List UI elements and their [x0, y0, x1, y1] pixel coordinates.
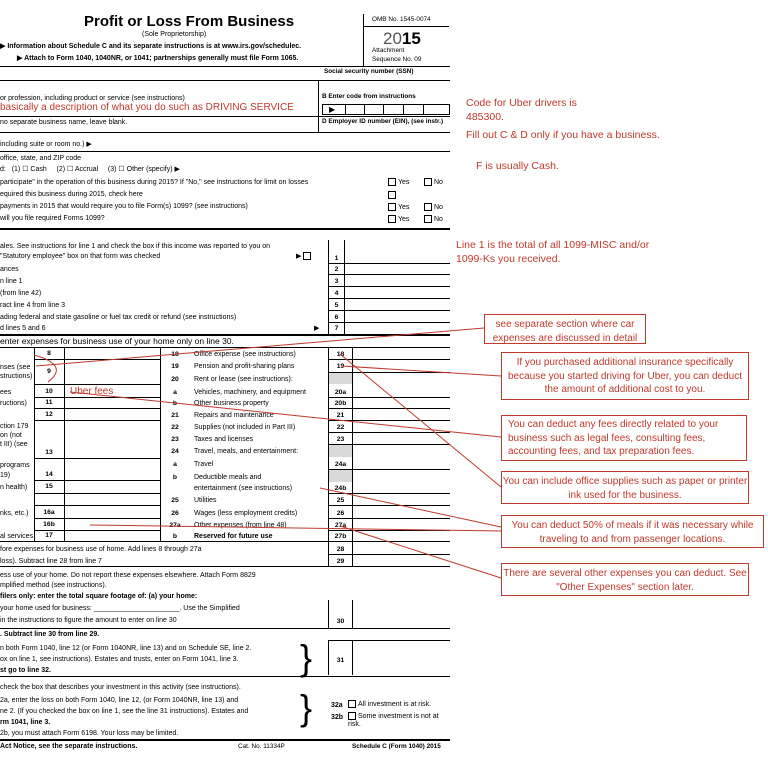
g-label: participate" in the operation of this business during 2015? If "No," see instructions for limit on losses: [0, 179, 309, 186]
line-24b-text-2: entertainment (see instructions): [194, 485, 293, 492]
ssn-label: Social security number (SSN): [324, 68, 414, 75]
city-label: office, state, and ZIP code: [0, 155, 82, 162]
line-number: 25: [171, 497, 179, 504]
line-20a-text: Vehicles, machinery, and equipment: [194, 389, 306, 396]
line-23-text: Taxes and licenses: [194, 436, 254, 443]
line-number: 13: [45, 449, 53, 456]
line-number: 30: [336, 618, 345, 625]
annotation-fees-box: [501, 415, 747, 461]
annotation-insurance: If you purchased additional insurance specifically because you started driving for Uber, you can deduct the amount of additional cost to you.: [507, 357, 743, 395]
line-31b-text: n both Form 1040, line 12 (or Form 1040NR, line 13) and on Schedule SE, line 2.: [0, 645, 252, 652]
annotation-other: There are several other expenses you can deduct. See "Other Expenses" section later.: [503, 568, 747, 593]
line-5-text: ract line 4 from line 3: [0, 302, 65, 309]
line-number: 23: [171, 436, 179, 443]
bracket: }: [300, 687, 313, 728]
sequence-number: Sequence No. 09: [372, 56, 422, 63]
line-31-text: . Subtract line 30 from line 29.: [0, 631, 100, 638]
line-number: b: [172, 474, 178, 481]
connector-other: [340, 526, 501, 578]
line-14b-text: 19): [0, 472, 11, 479]
line-number: 20: [171, 376, 179, 383]
line-number: 28: [336, 546, 345, 553]
h-checkbox[interactable]: [388, 191, 398, 199]
box-b-label: B Enter code from instructions: [322, 93, 416, 100]
form-subtitle: (Sole Proprietorship): [142, 31, 207, 38]
line-number: 5: [334, 302, 339, 309]
line-32-text: check the box that describes your investment in this activity (see instructions).: [0, 684, 241, 691]
annotation-insurance-box: [501, 352, 749, 400]
footer-form-name: Schedule C (Form 1040) 2015: [352, 743, 441, 750]
i-label: payments in 2015 that would require you to file Form(s) 1099? (see instructions): [0, 203, 248, 210]
line-27a-text: Other expenses (from line 48): [194, 522, 287, 529]
line-number: 14: [45, 471, 53, 478]
line-number: 7: [334, 325, 339, 332]
line-number: a: [173, 461, 177, 468]
annotation-line1: Line 1 is the total of all 1099-MISC and/or 1099-Ks you received.: [456, 239, 650, 266]
line-24b-text: Deductible meals and: [194, 474, 262, 481]
attachment-label: Attachment: [372, 47, 405, 54]
tax-year: 2015: [383, 29, 421, 48]
annotation-supplies-box: [501, 471, 749, 504]
line-10-text: ees: [0, 389, 12, 396]
line-9-text: nses (see: [0, 364, 31, 371]
address-label: including suite or room no.) ▶: [0, 141, 92, 148]
annotation-meals-box: [501, 515, 764, 548]
line-number: 21: [171, 412, 179, 419]
footer-cat-no: Cat. No. 11334P: [238, 743, 285, 750]
line-number: b: [172, 400, 178, 407]
profession-value: basically a description of what you do such as DRIVING SERVICE: [0, 102, 294, 113]
line-number: 24: [171, 448, 179, 455]
line-30d-text: your home used for business: ______________________. Use the Simplified: [0, 605, 240, 612]
annotation-supplies: You can include office supplies such as paper or printer ink used for the business.: [502, 476, 748, 501]
h-label: equired this business during 2015, check here: [0, 191, 143, 198]
line-24-text: Travel, meals, and entertainment:: [194, 448, 299, 455]
business-name-label: no separate business name, leave blank.: [0, 119, 128, 126]
line-number: 27a: [169, 522, 181, 529]
annotation-fill-cd: Fill out C & D only if you have a business.: [466, 129, 660, 141]
connector-insurance: [341, 366, 501, 376]
annotation-fees: You can deduct any fees directly related to your business such as legal fees, consulting fees, accounting fees, and tax preparation fees.: [508, 419, 719, 457]
i-no[interactable]: No: [424, 203, 443, 211]
line-13c-text: t III) (see: [0, 441, 28, 448]
line-28-text: fore expenses for business use of home. Add lines 8 through 27a: [0, 546, 202, 553]
j-yes[interactable]: Yes: [388, 215, 409, 223]
line-box-number: 22: [336, 424, 345, 431]
line-32a-num: 32a: [331, 702, 343, 709]
line-number: 2: [334, 266, 339, 273]
line-2-text: ances: [0, 266, 19, 273]
box-d-label: D Employer ID number (EIN), (see instr.): [322, 118, 444, 125]
line-number: 1: [334, 255, 339, 262]
uber-fees-value: Uber fees: [70, 386, 114, 397]
line-box-number: 24b: [334, 485, 347, 492]
line-18-text: Office expense (see instructions): [194, 351, 296, 358]
j-no[interactable]: No: [424, 215, 443, 223]
line-30b-text: mplified method (see instructions).: [0, 582, 107, 589]
method-cash[interactable]: (1) ☐ Cash: [11, 166, 47, 173]
line-31d-text: st go to line 32.: [0, 667, 51, 674]
line-number: 26: [171, 510, 179, 517]
line-26-text: Wages (less employment credits): [194, 510, 298, 517]
line-30-text: ess use of your home. Do not report these expenses elsewhere. Attach Form 8829: [0, 572, 256, 579]
line-17-text: al services: [0, 533, 34, 540]
g-no[interactable]: No: [424, 178, 443, 186]
info-line: ▶ Information about Schedule C and its separate instructions is at www.irs.gov/schedulec.: [0, 43, 302, 50]
line-box-number: 24a: [334, 461, 347, 468]
line-box-number: 19: [336, 363, 345, 370]
annotation-meals: You can deduct 50% of meals if it was necessary while traveling to and from passenger locations.: [511, 520, 754, 545]
line-number: 9: [47, 368, 51, 375]
statutory-checkbox[interactable]: ▶: [296, 252, 313, 260]
line-number: 10: [45, 388, 53, 395]
line-6-text: ading federal and state gasoline or fuel tax credit or refund (see instructions): [0, 314, 237, 321]
line-number: a: [173, 389, 177, 396]
line-32d-text: rm 1041, line 3.: [0, 719, 51, 726]
line-box-number: 21: [336, 412, 345, 419]
line-25-text: Utilities: [194, 497, 217, 504]
line-9b-text: structions): [0, 373, 33, 380]
profession-label: or profession, including product or service (see instructions): [0, 95, 185, 102]
annotation-f-cash: F is usually Cash.: [476, 160, 559, 172]
line-19-text: Pension and profit-sharing plans: [194, 363, 295, 370]
line-number: 29: [336, 558, 345, 565]
business-code-field[interactable]: ▶: [322, 104, 450, 115]
line-number: 16b: [43, 521, 55, 528]
line-32b-text: 2a, enter the loss on both Form 1040, line 12, (or Form 1040NR, line 13) and: [0, 697, 239, 704]
line-3-text: n line 1: [0, 278, 23, 285]
line-13-text: ction 179: [0, 423, 29, 430]
footer-privacy: Act Notice, see the separate instructions.: [0, 743, 138, 750]
line-number: 15: [45, 483, 53, 490]
annotation-car-box: [484, 314, 646, 344]
line-box-number: 25: [336, 497, 345, 504]
i-yes[interactable]: Yes: [388, 203, 409, 211]
line-box-number: 23: [336, 436, 345, 443]
line-32a-checkbox[interactable]: All investment is at risk.: [348, 700, 431, 708]
line-20-text: Rent or lease (see instructions):: [194, 376, 293, 383]
line-number: 6: [334, 314, 339, 321]
line-7-text: d lines 5 and 6: [0, 325, 46, 332]
line-box-number: 26: [336, 510, 345, 517]
line-box-number: 20a: [334, 389, 347, 396]
line-4-text: (from line 42): [0, 290, 42, 297]
method-other[interactable]: (3) ☐ Other (specify) ▶: [107, 166, 180, 173]
line-1-text: ales. See instructions for line 1 and check the box if this income was reported to you on: [0, 243, 271, 250]
line-box-number: 27a: [334, 522, 347, 529]
line-30e-text: in the instructions to figure the amount to enter on line 30: [0, 617, 177, 624]
line-21-text: Repairs and maintenance: [194, 412, 274, 419]
expenses-header: enter expenses for business use of your home only on line 30.: [0, 336, 234, 346]
line-number: 22: [171, 424, 179, 431]
line-number: b: [172, 533, 178, 540]
bracket: }: [300, 637, 313, 678]
attach-line: ▶ Attach to Form 1040, 1040NR, or 1041; partnerships generally must file Form 1065.: [17, 55, 299, 62]
line-32b-checkbox[interactable]: Some investment is not at risk.: [348, 712, 439, 729]
line-30c-text: filers only: enter the total square footage of: (a) your home:: [0, 593, 198, 600]
line-box-number: 20b: [334, 400, 347, 407]
line-13b-text: on (not: [0, 432, 22, 439]
g-yes[interactable]: Yes: [388, 178, 409, 186]
line-number: 11: [45, 399, 53, 406]
line-number: 17: [45, 532, 53, 539]
line-number: 8: [47, 350, 51, 357]
line-number: 4: [334, 290, 339, 297]
accounting-method-row: d: (1) ☐ Cash (2) ☐ Accrual (3) ☐ Other (specify) ▶: [0, 166, 180, 173]
line-27b-text: Reserved for future use: [194, 533, 273, 540]
line-32e-text: 2b, you must attach Form 6198. Your loss may be limited.: [0, 730, 179, 737]
line-24a-text: Travel: [194, 461, 214, 468]
line-number: 16a: [43, 509, 55, 516]
line-15-text: n health): [0, 484, 28, 491]
annotation-other-box: [501, 563, 749, 596]
line-number: 18: [171, 351, 179, 358]
line-number: 3: [334, 278, 339, 285]
line-number: 31: [336, 657, 345, 664]
j-label: will you file required Forms 1099?: [0, 215, 105, 222]
method-accrual[interactable]: (2) ☐ Accrual: [56, 166, 99, 173]
line-16a-text: nks, etc.): [0, 510, 29, 517]
line-1b-text: "Statutory employee" box on that form was checked: [0, 253, 161, 260]
line-number: 19: [171, 363, 179, 370]
line-number: 12: [45, 411, 53, 418]
form-title: Profit or Loss From Business: [84, 13, 295, 30]
line-box-number: 18: [336, 351, 345, 358]
line-22-text: Supplies (not included in Part III): [194, 424, 296, 431]
line-32b-num: 32b: [331, 714, 344, 721]
line-31c-text: ox on line 1, see instructions). Estates and trusts, enter on Form 1041, line 3.: [0, 656, 239, 663]
line-20b-text: Other business property: [194, 400, 269, 407]
line-box-number: 27b: [334, 533, 347, 540]
arrow-icon: ▶: [314, 325, 320, 332]
annotation-car: see separate section where car expenses are discussed in detail: [492, 319, 638, 344]
line-32c-text: ne 2. (If you checked the box on line 1, see the line 31 instructions). Estates and: [0, 708, 249, 715]
line-29-text: loss). Subtract line 28 from line 7: [0, 558, 102, 565]
omb-number: OMB No. 1545-0074: [372, 16, 431, 23]
line-14-text: programs: [0, 462, 30, 469]
line-11-text: ructions): [0, 400, 27, 407]
annotation-uber-code: Code for Uber drivers is 485300.: [466, 97, 577, 123]
